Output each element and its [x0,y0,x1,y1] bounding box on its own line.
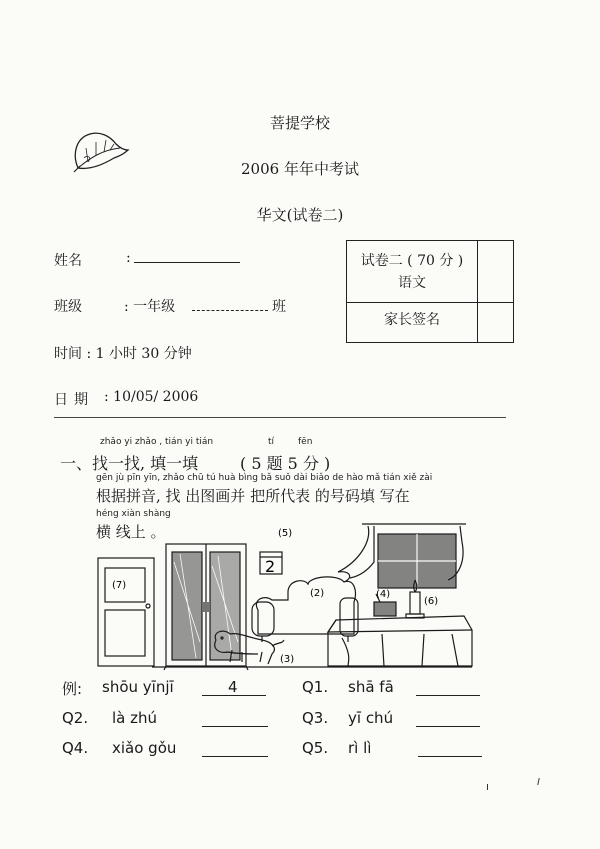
answer-field[interactable] [416,726,480,727]
question-q1 [302,678,492,702]
class-suffix: 班 [272,299,286,315]
answer-field[interactable] [202,756,268,757]
question-label: Q4. [62,739,89,757]
answer-field[interactable] [416,695,480,696]
score-paper-line2: 语文 [398,274,426,291]
section1-fen-pinyin: fēn [298,437,313,447]
instruction-pinyin-1: gēn jù pīn yīn, zhǎo chū tú huà bìng bǎ suǒ dài biǎo de hào mǎ tián xiě zài [96,473,433,483]
class-field[interactable] [192,310,268,311]
date-label: 日期 [54,392,94,408]
wardrobe-icon [164,544,248,670]
question-label: Q3. [302,709,329,727]
question-pinyin: shōu yīnjī [102,678,174,696]
label-7: (7) [112,580,127,591]
name-field[interactable] [134,262,240,263]
exam-title: 2006 年年中考试 [241,160,359,178]
scan-mark [537,778,539,785]
section1-title: 一、找一找, 填一填 [60,454,199,473]
school-name: 菩提学校 [269,114,330,132]
scan-mark [487,784,488,790]
question-label: Q5. [302,739,329,757]
class-value: : 一年级 [124,299,176,315]
answer-value: 4 [228,678,238,696]
leaf-logo-icon [70,128,130,174]
parent-sign-label: 家长签名 [347,303,478,343]
instruction-pinyin-2: héng xiàn shàng [96,509,171,519]
paper-title: 华文(试卷二) [256,206,344,224]
calendar-number: 2 [265,557,276,576]
section1-ti-pinyin: tí [268,437,275,447]
question-pinyin: shā fā [348,678,394,696]
score-value-cell[interactable] [478,241,514,303]
score-box [346,240,514,343]
score-paper-cell [347,241,478,303]
parent-sign-cell[interactable] [478,303,514,343]
label-6: (6) [424,596,439,607]
room-picture [92,522,482,672]
question-q3 [302,709,492,733]
question-pinyin: yī chú [348,709,394,727]
name-label: 姓名 [54,253,82,269]
instruction-line-1: 根据拼音, 找 出图画并 把所代表 的号码填 写在 [96,487,410,505]
instruction-line-2: 横 线上 。 [96,523,166,541]
window-icon [338,524,466,588]
class-label: 班级 [54,299,82,315]
question-example [62,678,282,702]
question-pinyin: là zhú [112,709,158,727]
question-q4 [62,739,282,763]
section1-marks: ( 5 题 5 分 ) [240,454,331,473]
question-q2 [62,709,282,733]
label-3: (3) [280,654,295,665]
answer-field[interactable] [202,726,268,727]
question-label: 例: [62,680,83,698]
name-colon: : [126,250,131,266]
section1-title-pinyin: zhǎo yi zhǎo , tián yi tián [100,437,214,447]
table-icon [328,616,472,666]
answer-field[interactable] [418,756,482,757]
door-icon [98,558,154,666]
question-pinyin: rì lì [348,739,372,757]
label-2: (2) [310,588,325,599]
score-paper-line1: 试卷二 ( 70 分 ) [360,252,464,269]
question-label: Q2. [62,709,89,727]
exam-time: 时间 : 1 小时 30 分钟 [54,346,192,362]
question-label: Q1. [302,678,329,696]
section-divider [54,417,506,418]
question-q5 [302,739,492,763]
date-value: : 10/05/ 2006 [104,389,199,405]
label-4: (4) [376,589,391,600]
label-5: (5) [278,528,293,539]
question-pinyin: xiǎo gǒu [112,739,177,757]
